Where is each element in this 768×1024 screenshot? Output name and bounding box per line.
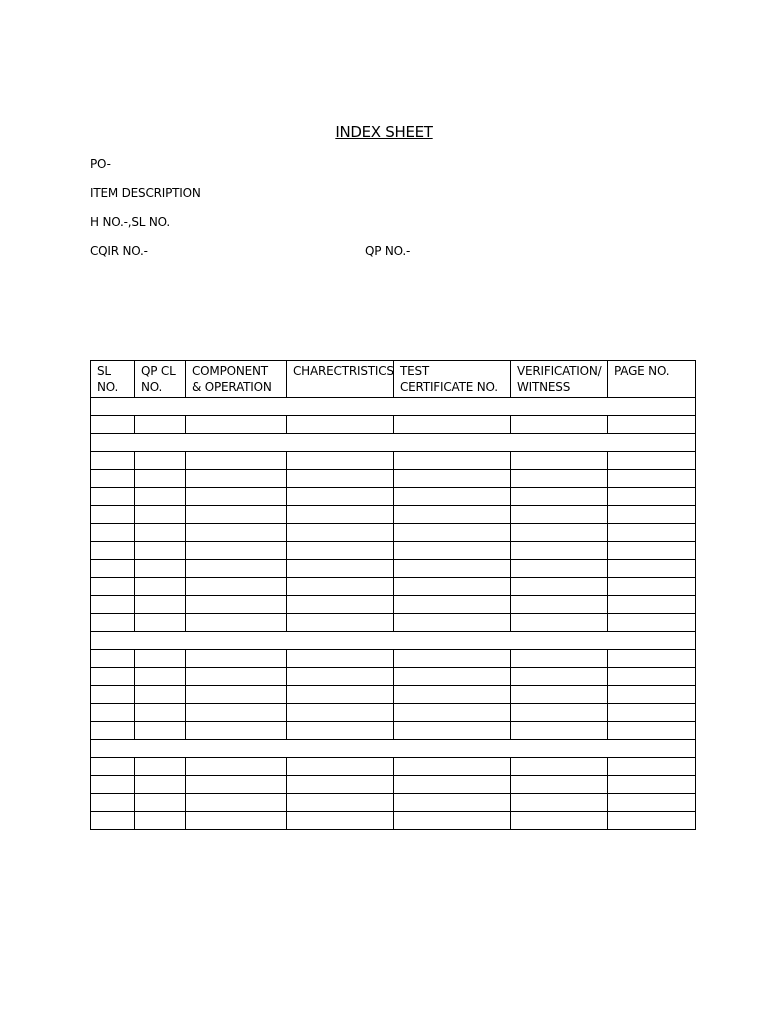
table-cell[interactable] (511, 686, 608, 704)
table-row (91, 488, 696, 506)
table-cell[interactable] (394, 524, 511, 542)
table-cell[interactable] (511, 614, 608, 632)
table-row (91, 794, 696, 812)
table-cell[interactable] (186, 578, 287, 596)
table-cell[interactable] (91, 614, 135, 632)
table-cell[interactable] (186, 614, 287, 632)
table-row (91, 758, 696, 776)
table-cell[interactable] (608, 704, 696, 722)
table-cell[interactable] (135, 722, 186, 740)
table-row (91, 452, 696, 470)
table-cell[interactable] (287, 506, 394, 524)
table-cell[interactable] (91, 542, 135, 560)
column-header-verification-witness: VERIFICATION/ WITNESS (511, 361, 608, 398)
section-cell[interactable] (91, 398, 696, 416)
table-cell[interactable] (608, 542, 696, 560)
table-row (91, 542, 696, 560)
table-cell[interactable] (287, 524, 394, 542)
table-cell[interactable] (91, 704, 135, 722)
cqir-no-field: CQIR NO.- (90, 244, 148, 258)
h-no-sl-no-field: H NO.-,SL NO. (90, 215, 170, 229)
table-cell[interactable] (608, 668, 696, 686)
table-cell[interactable] (91, 524, 135, 542)
table-cell[interactable] (91, 722, 135, 740)
table-cell[interactable] (186, 560, 287, 578)
table-row (91, 704, 696, 722)
table-cell[interactable] (511, 524, 608, 542)
table-cell[interactable] (135, 596, 186, 614)
table-cell[interactable] (394, 668, 511, 686)
table-row (91, 686, 696, 704)
table-cell[interactable] (511, 722, 608, 740)
table-cell[interactable] (135, 488, 186, 506)
section-row (91, 632, 696, 650)
table-cell[interactable] (608, 812, 696, 830)
table-cell[interactable] (186, 758, 287, 776)
table-cell[interactable] (91, 452, 135, 470)
table-cell[interactable] (287, 488, 394, 506)
table-cell[interactable] (511, 578, 608, 596)
table-cell[interactable] (287, 776, 394, 794)
table-cell[interactable] (608, 794, 696, 812)
table-cell[interactable] (186, 650, 287, 668)
table-cell[interactable] (91, 794, 135, 812)
section-row (91, 398, 696, 416)
po-field: PO- (90, 157, 111, 171)
table-cell[interactable] (91, 812, 135, 830)
table-cell[interactable] (186, 506, 287, 524)
table-cell[interactable] (186, 470, 287, 488)
table-cell[interactable] (511, 596, 608, 614)
table-cell[interactable] (287, 614, 394, 632)
table-cell[interactable] (91, 596, 135, 614)
table-cell[interactable] (135, 794, 186, 812)
table-row (91, 668, 696, 686)
column-header-test-certificate-no: TEST CERTIFICATE NO. (394, 361, 511, 398)
table-row (91, 416, 696, 434)
table-cell[interactable] (511, 776, 608, 794)
table-cell[interactable] (135, 650, 186, 668)
table-cell[interactable] (91, 686, 135, 704)
table-cell[interactable] (287, 542, 394, 560)
table-row (91, 470, 696, 488)
table-cell[interactable] (186, 452, 287, 470)
table-cell[interactable] (287, 722, 394, 740)
table-cell[interactable] (394, 758, 511, 776)
table-cell[interactable] (511, 668, 608, 686)
table-cell[interactable] (135, 416, 186, 434)
table-row (91, 524, 696, 542)
table-cell[interactable] (394, 596, 511, 614)
table-cell[interactable] (135, 812, 186, 830)
table-cell[interactable] (394, 722, 511, 740)
table-cell[interactable] (287, 794, 394, 812)
table-cell[interactable] (186, 722, 287, 740)
table-cell[interactable] (186, 668, 287, 686)
table-cell[interactable] (186, 776, 287, 794)
table-cell[interactable] (91, 560, 135, 578)
table-cell[interactable] (608, 416, 696, 434)
table-cell[interactable] (135, 578, 186, 596)
table-cell[interactable] (394, 470, 511, 488)
table-cell[interactable] (511, 542, 608, 560)
table-cell[interactable] (135, 614, 186, 632)
table-cell[interactable] (186, 488, 287, 506)
table-cell[interactable] (608, 470, 696, 488)
table-cell[interactable] (287, 596, 394, 614)
table-cell[interactable] (91, 470, 135, 488)
table-cell[interactable] (135, 452, 186, 470)
table-cell[interactable] (135, 524, 186, 542)
table-cell[interactable] (511, 650, 608, 668)
qp-no-field: QP NO.- (365, 244, 411, 258)
table-cell[interactable] (511, 416, 608, 434)
table-cell[interactable] (608, 758, 696, 776)
table-row (91, 722, 696, 740)
table-cell[interactable] (91, 506, 135, 524)
table-cell[interactable] (394, 704, 511, 722)
table-cell[interactable] (394, 614, 511, 632)
table-cell[interactable] (608, 614, 696, 632)
table-cell[interactable] (608, 650, 696, 668)
section-cell[interactable] (91, 632, 696, 650)
table-row (91, 596, 696, 614)
table-cell[interactable] (511, 560, 608, 578)
table-cell[interactable] (186, 524, 287, 542)
table-cell[interactable] (394, 542, 511, 560)
table-cell[interactable] (394, 560, 511, 578)
table-row (91, 812, 696, 830)
table-cell[interactable] (287, 470, 394, 488)
table-cell[interactable] (186, 794, 287, 812)
table-cell[interactable] (91, 650, 135, 668)
table-cell[interactable] (287, 578, 394, 596)
column-header-charectristics: CHARECTRISTICS (287, 361, 394, 398)
table-cell[interactable] (511, 704, 608, 722)
table-row (91, 578, 696, 596)
table-cell[interactable] (287, 758, 394, 776)
table-cell[interactable] (186, 812, 287, 830)
table-cell[interactable] (186, 596, 287, 614)
table-header-row (91, 361, 696, 398)
table-row (91, 614, 696, 632)
table-cell[interactable] (511, 794, 608, 812)
table-cell[interactable] (135, 758, 186, 776)
index-table (90, 360, 696, 830)
table-cell[interactable] (511, 812, 608, 830)
table-cell[interactable] (511, 470, 608, 488)
table-cell[interactable] (135, 686, 186, 704)
table-cell[interactable] (135, 470, 186, 488)
table-cell[interactable] (135, 506, 186, 524)
table-cell[interactable] (287, 686, 394, 704)
table-cell[interactable] (91, 758, 135, 776)
table-cell[interactable] (135, 776, 186, 794)
table-cell[interactable] (608, 488, 696, 506)
table-cell[interactable] (287, 650, 394, 668)
column-header-sl-no: SL NO. (91, 361, 135, 398)
table-row (91, 506, 696, 524)
table-cell[interactable] (287, 704, 394, 722)
table-cell[interactable] (91, 668, 135, 686)
table-cell[interactable] (608, 506, 696, 524)
table-cell[interactable] (394, 650, 511, 668)
table-cell[interactable] (608, 776, 696, 794)
table-cell[interactable] (91, 488, 135, 506)
column-header-qp-cl-no: QP CL NO. (135, 361, 186, 398)
section-row (91, 740, 696, 758)
table-cell[interactable] (91, 776, 135, 794)
table-cell[interactable] (608, 686, 696, 704)
table-cell[interactable] (287, 812, 394, 830)
table-cell[interactable] (511, 488, 608, 506)
table-cell[interactable] (608, 524, 696, 542)
table-cell[interactable] (135, 560, 186, 578)
table-cell[interactable] (91, 578, 135, 596)
table-cell[interactable] (608, 722, 696, 740)
table-cell[interactable] (608, 452, 696, 470)
table-cell[interactable] (608, 560, 696, 578)
table-cell[interactable] (394, 794, 511, 812)
table-cell[interactable] (511, 452, 608, 470)
table-cell[interactable] (394, 452, 511, 470)
table-cell[interactable] (287, 452, 394, 470)
table-cell[interactable] (91, 416, 135, 434)
table-cell[interactable] (287, 560, 394, 578)
table-cell[interactable] (394, 506, 511, 524)
column-header-page-no: PAGE NO. (608, 361, 696, 398)
table-cell[interactable] (394, 812, 511, 830)
table-cell[interactable] (511, 506, 608, 524)
table-row (91, 560, 696, 578)
table-cell[interactable] (135, 542, 186, 560)
section-row (91, 434, 696, 452)
table-cell[interactable] (608, 578, 696, 596)
table-row (91, 650, 696, 668)
table-cell[interactable] (186, 686, 287, 704)
table-cell[interactable] (135, 704, 186, 722)
table-cell[interactable] (135, 668, 186, 686)
table-row (91, 776, 696, 794)
table-cell[interactable] (287, 668, 394, 686)
table-cell[interactable] (186, 542, 287, 560)
table-cell[interactable] (186, 416, 287, 434)
table-cell[interactable] (394, 578, 511, 596)
section-cell[interactable] (91, 434, 696, 452)
table-cell[interactable] (186, 704, 287, 722)
table-cell[interactable] (511, 758, 608, 776)
table-cell[interactable] (287, 416, 394, 434)
column-header-component-operation: COMPONENT & OPERATION (186, 361, 287, 398)
section-cell[interactable] (91, 740, 696, 758)
item-description-field: ITEM DESCRIPTION (90, 186, 201, 200)
page-title: INDEX SHEET (335, 123, 433, 141)
table-cell[interactable] (394, 416, 511, 434)
table-cell[interactable] (394, 776, 511, 794)
table-cell[interactable] (394, 686, 511, 704)
table-cell[interactable] (394, 488, 511, 506)
table-cell[interactable] (608, 596, 696, 614)
table-body (91, 398, 696, 830)
